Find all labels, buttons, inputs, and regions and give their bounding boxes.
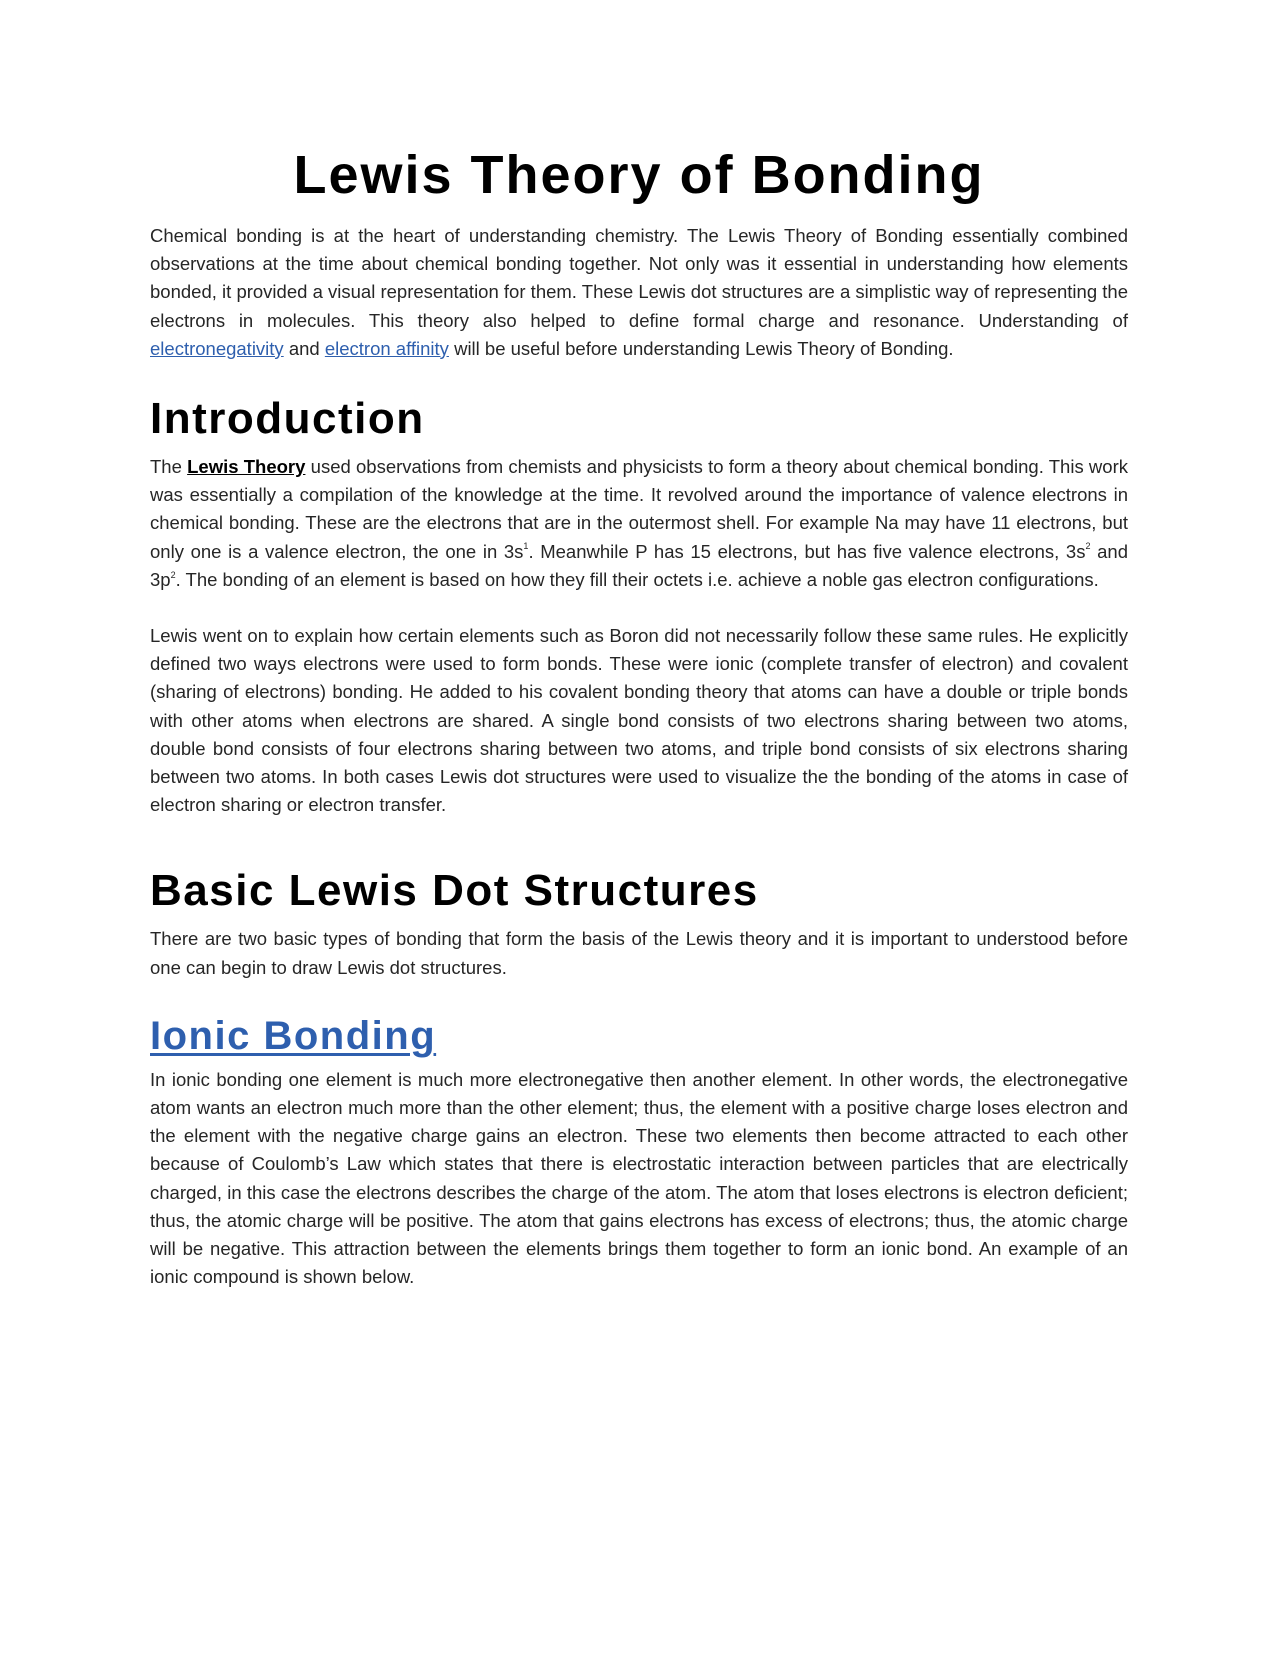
basic-lewis-heading: Basic Lewis Dot Structures bbox=[150, 866, 759, 916]
superscript: 2 bbox=[170, 569, 176, 580]
electronegativity-link[interactable]: electronegativity bbox=[150, 337, 284, 359]
superscript: 2 bbox=[1085, 541, 1091, 552]
text-run: . The bonding of an element is based on how they fill their octets i.e. achieve a noble gas electron configurations. bbox=[175, 568, 1099, 590]
lewis-theory-link[interactable]: Lewis Theory bbox=[187, 456, 306, 478]
introduction-paragraph-1 bbox=[150, 453, 1128, 594]
intro-paragraph bbox=[150, 222, 1128, 363]
text-run: used observations from chemists and physicists to form a theory about chemical bonding. This work was essentially a compilation of the knowledge at the time. It revolved around the importance of valence electrons in chemical bonding. These are the electrons that are in the outermost shell. For example Na may have 11 electrons, but only one is a valence electron, the one in 3s bbox=[150, 456, 1128, 562]
superscript: 1 bbox=[523, 541, 529, 552]
text-run: The bbox=[150, 456, 188, 478]
introduction-paragraph-2: Lewis went on to explain how certain elements such as Boron did not necessarily follow these same rules. He explicitly defined two ways electrons were used to form bonds. These were ionic (complete transfer of electron) and covalent (sharing of electrons) bonding. He added to his covalent bonding theory that atoms can have a double or triple bonds with other atoms when electrons are shared. A single bond consists of two electrons sharing between two atoms, double bond consists of four electrons sharing between two atoms, and triple bond consists of six electrons sharing between two atoms. In both cases Lewis dot structures were used to visualize the the bonding of the atoms in case of electron sharing or electron transfer. bbox=[150, 625, 1128, 816]
basic-lewis-paragraph: There are two basic types of bonding that form the basis of the Lewis theory and it is important to understood before one can begin to draw Lewis dot structures. bbox=[150, 928, 1128, 978]
ionic-bonding-paragraph: In ionic bonding one element is much more electronegative then another element. In other words, the electronegative atom wants an electron much more than the other element; thus, the element with a positive charge loses electron and the element with the negative charge gains an electron. These two elements then become attracted to each other because of Coulomb’s Law which states that there is electrostatic interaction between particles that are electrically charged, in this case the electrons describes the charge of the atom. The atom that loses electrons is electron deficient; thus, the atomic charge will be positive. The atom that gains electrons has excess of electrons; thus, the atomic charge will be negative. This attraction between the elements brings them together to form an ionic bond. An example of an ionic compound is shown below. bbox=[150, 1068, 1128, 1288]
ionic-bonding-heading-link[interactable]: Ionic Bonding bbox=[150, 1013, 437, 1058]
electron-affinity-link[interactable]: electron affinity bbox=[324, 337, 449, 359]
introduction-heading: Introduction bbox=[150, 394, 425, 444]
text-run: . Meanwhile P has 15 electrons, but has five valence electrons, 3s bbox=[528, 540, 1086, 562]
text-run: and 3p bbox=[150, 540, 1128, 590]
intro-text: Chemical bonding is at the heart of understanding chemistry. The Lewis Theory of Bonding essentially combined observations at the time about chemical bonding together. Not only was it essential in understanding how elements bonded, it provided a visual representation for them. These Lewis dot structures are a simplistic way of representing the electrons in molecules. This theory also helped to define formal charge and resonance. Understanding of bbox=[150, 225, 1128, 331]
intro-text-end: will be useful before understanding Lewis Theory of Bonding. bbox=[448, 337, 954, 359]
intro-text-mid: and bbox=[283, 337, 325, 359]
document-page bbox=[150, 140, 1128, 1291]
page-title: Lewis Theory of Bonding bbox=[293, 145, 985, 205]
